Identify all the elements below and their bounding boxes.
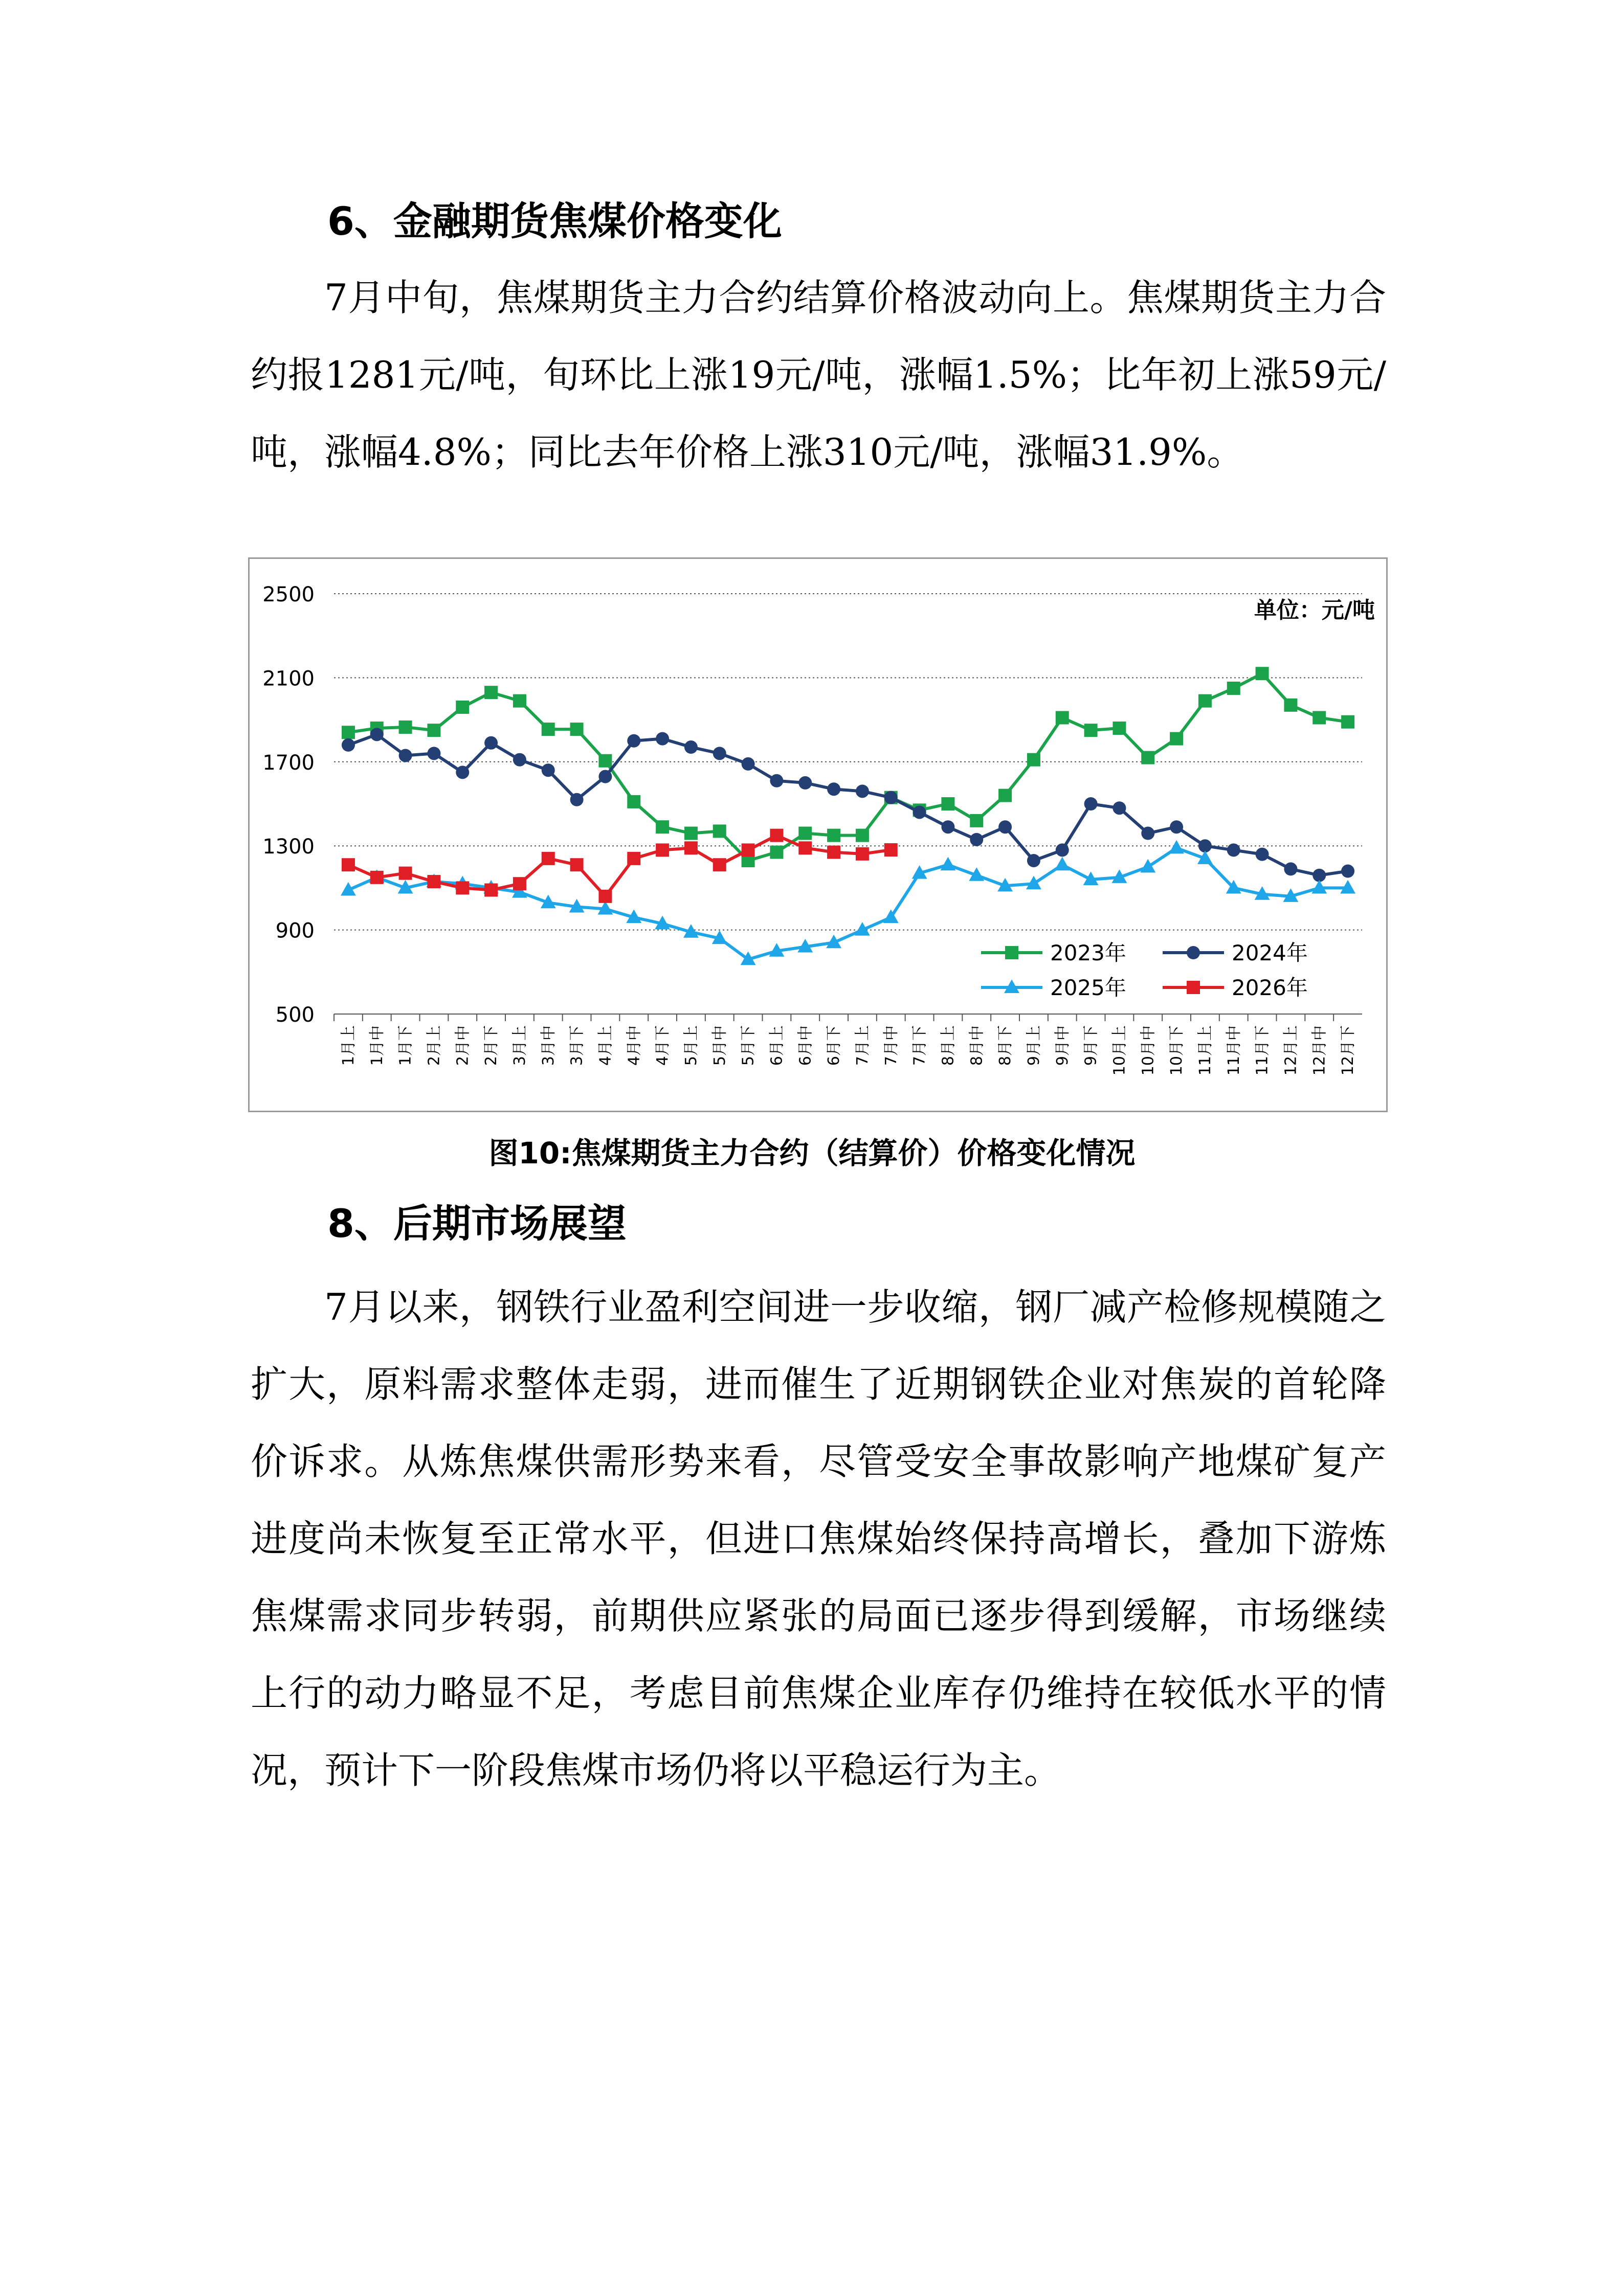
x-tick-label: 2月上	[425, 1025, 443, 1066]
legend-label: 2026年	[1232, 975, 1308, 1000]
data-point	[598, 770, 612, 783]
x-tick-label: 6月上	[768, 1025, 786, 1066]
x-tick-label: 10月下	[1168, 1025, 1186, 1076]
series-2025年	[341, 840, 1355, 965]
data-point	[427, 875, 440, 888]
data-point	[570, 723, 584, 736]
section-8-paragraph: 7月以来，钢铁行业盈利空间进一步收缩，钢厂减产检修规模随之扩大，原料需求整体走弱，进而催生了近期钢铁企业对焦炭的首轮降价诉求。从炼焦煤供需形势来看，尽管受安全事故影响产地煤矿复产进度尚未恢复至正常水平，但进口焦煤始终保持高增长，叠加下游炼焦煤需求同步转弱，前期供应紧张的局面已逐步得到缓解，市场继续上行的动力略显不足，考虑目前焦煤企业库存仍维持在较低水平的情况，预计下一阶段焦煤市场仍将以平稳运行为主。	[251, 1286, 1386, 1792]
data-point	[684, 740, 698, 754]
data-point	[827, 846, 840, 859]
data-point	[456, 766, 469, 779]
data-point	[1140, 859, 1155, 873]
x-tick-label: 5月上	[682, 1025, 700, 1066]
x-tick-label: 4月中	[625, 1025, 643, 1066]
x-tick-label: 12月下	[1339, 1025, 1358, 1076]
figure-caption: 图10:焦煤期货主力合约（结算价）价格变化情况	[488, 1136, 1136, 1170]
data-point	[513, 877, 526, 890]
data-point	[1084, 724, 1098, 737]
data-point	[542, 763, 555, 777]
y-tick-label: 2500	[262, 583, 315, 606]
data-point	[798, 827, 812, 840]
data-point	[713, 824, 726, 838]
section-6-heading: 6、金融期货焦煤价格变化	[327, 198, 782, 244]
y-tick-label: 1700	[262, 751, 315, 775]
x-tick-label: 1月上	[339, 1025, 358, 1066]
x-tick-label: 6月中	[796, 1025, 815, 1066]
data-point	[1169, 840, 1184, 854]
data-point	[1027, 753, 1040, 767]
data-point	[1056, 711, 1069, 724]
data-point	[940, 857, 955, 871]
x-tick-label: 6月下	[825, 1025, 843, 1066]
data-point	[941, 820, 954, 834]
chart-series	[341, 667, 1355, 965]
x-tick-label: 2月中	[454, 1025, 472, 1066]
data-point	[1187, 981, 1200, 994]
data-point	[656, 843, 669, 857]
legend-item	[981, 975, 1126, 1000]
data-point	[342, 738, 355, 752]
x-tick-label: 5月中	[710, 1025, 729, 1066]
data-point	[1141, 751, 1154, 764]
data-point	[884, 843, 898, 857]
data-point	[684, 827, 698, 840]
x-tick-label: 9月下	[1082, 1025, 1100, 1066]
data-point	[542, 723, 555, 736]
x-axis-ticks	[334, 1014, 1357, 1075]
data-point	[856, 784, 869, 798]
legend-label: 2024年	[1232, 940, 1308, 965]
data-point	[484, 686, 498, 699]
data-point	[1227, 843, 1240, 857]
data-point	[570, 793, 584, 806]
x-tick-label: 12月上	[1282, 1025, 1300, 1076]
data-point	[770, 774, 783, 787]
data-point	[1084, 797, 1098, 811]
data-point	[1284, 699, 1297, 712]
section-8-heading: 8、后期市场展望	[327, 1201, 627, 1246]
data-point	[656, 732, 669, 746]
x-tick-label: 7月中	[882, 1025, 900, 1066]
data-point	[627, 852, 640, 865]
data-point	[998, 820, 1012, 834]
data-point	[1284, 862, 1297, 875]
data-point	[627, 734, 640, 748]
series-line	[348, 848, 1348, 959]
section-6-paragraph: 7月中旬，焦煤期货主力合约结算价格波动向上。焦煤期货主力合约报1281元/吨，旬环比上涨19元/吨，涨幅1.5%；比年初上涨59元/吨，涨幅4.8%；同比去年价格上涨310元/吨，涨幅31.9%。	[251, 276, 1386, 474]
y-tick-label: 1300	[262, 835, 315, 859]
data-point	[598, 890, 612, 903]
data-point	[513, 753, 526, 767]
data-point	[970, 833, 983, 846]
data-point	[456, 881, 469, 894]
data-point	[884, 791, 898, 804]
series-2023年	[342, 667, 1354, 867]
x-tick-label: 10月上	[1110, 1025, 1129, 1076]
data-point	[399, 867, 412, 880]
data-point	[684, 841, 698, 854]
data-point	[941, 797, 954, 811]
data-point	[342, 858, 355, 871]
x-tick-label: 1月中	[368, 1025, 386, 1066]
data-point	[1141, 827, 1154, 840]
data-point	[1256, 667, 1269, 680]
data-point	[399, 721, 412, 734]
y-tick-label: 2100	[262, 667, 315, 691]
x-tick-label: 1月下	[396, 1025, 415, 1066]
x-tick-label: 7月上	[853, 1025, 872, 1066]
data-point	[342, 726, 355, 739]
data-point	[742, 757, 755, 771]
data-point	[1113, 801, 1126, 815]
data-point	[456, 701, 469, 714]
data-point	[1055, 857, 1070, 871]
data-point	[427, 724, 440, 737]
data-point	[827, 782, 840, 796]
legend-label: 2025年	[1050, 975, 1126, 1000]
x-tick-label: 11月中	[1225, 1025, 1243, 1076]
data-point	[1026, 876, 1041, 890]
unit-label: 单位：元/吨	[1254, 597, 1375, 623]
data-point	[656, 820, 669, 834]
data-point	[713, 747, 726, 760]
data-point	[1227, 682, 1240, 695]
data-point	[770, 846, 783, 859]
price-chart-svg	[250, 559, 1386, 1111]
x-tick-label: 8月上	[939, 1025, 958, 1066]
data-point	[742, 843, 755, 857]
data-point	[1056, 843, 1069, 857]
x-tick-label: 8月中	[968, 1025, 986, 1066]
data-point	[1027, 854, 1040, 867]
data-point	[1113, 722, 1126, 735]
series-2026年	[342, 829, 898, 903]
y-tick-label: 900	[275, 919, 315, 943]
data-point	[484, 736, 498, 750]
data-point	[1005, 946, 1018, 959]
x-tick-label: 4月下	[654, 1025, 672, 1066]
data-point	[827, 829, 840, 842]
data-point	[399, 749, 412, 762]
series-line	[348, 673, 1348, 861]
x-tick-label: 12月中	[1310, 1025, 1329, 1076]
chart-legend	[981, 940, 1308, 1000]
x-tick-label: 8月下	[996, 1025, 1015, 1066]
data-point	[570, 858, 584, 871]
data-point	[427, 747, 440, 760]
data-point	[770, 829, 783, 842]
legend-label: 2023年	[1050, 940, 1126, 965]
price-chart	[248, 557, 1388, 1112]
data-point	[370, 728, 384, 741]
x-tick-label: 3月中	[539, 1025, 558, 1066]
data-point	[513, 694, 526, 708]
data-point	[798, 841, 812, 854]
x-tick-label: 5月下	[739, 1025, 758, 1066]
chart-gridlines	[334, 594, 1362, 1014]
data-point	[627, 795, 640, 808]
data-point	[713, 858, 726, 871]
data-point	[542, 852, 555, 865]
data-point	[970, 814, 983, 827]
data-point	[856, 829, 869, 842]
data-point	[370, 871, 384, 884]
x-tick-label: 11月上	[1196, 1025, 1214, 1076]
x-tick-label: 7月下	[910, 1025, 929, 1066]
data-point	[484, 884, 498, 897]
x-tick-label: 10月中	[1139, 1025, 1158, 1076]
x-tick-label: 4月上	[596, 1025, 615, 1066]
legend-item	[1163, 940, 1308, 965]
x-tick-label: 2月下	[482, 1025, 501, 1066]
data-point	[1170, 820, 1183, 834]
data-point	[1170, 732, 1183, 746]
x-tick-label: 9月中	[1053, 1025, 1072, 1066]
data-point	[913, 805, 926, 819]
data-point	[1256, 848, 1269, 861]
x-tick-label: 9月上	[1025, 1025, 1043, 1066]
legend-item	[1163, 975, 1308, 1000]
data-point	[598, 754, 612, 768]
data-point	[1312, 711, 1326, 724]
data-point	[998, 789, 1012, 802]
y-axis-ticks	[262, 583, 315, 1027]
data-point	[1341, 715, 1354, 729]
y-tick-label: 500	[275, 1003, 315, 1027]
data-point	[856, 847, 869, 861]
data-point	[1341, 865, 1354, 878]
x-tick-label: 3月上	[510, 1025, 529, 1066]
data-point	[1198, 694, 1212, 708]
x-tick-label: 11月下	[1253, 1025, 1272, 1076]
x-tick-label: 3月下	[568, 1025, 586, 1066]
data-point	[798, 776, 812, 790]
legend-item	[981, 940, 1126, 965]
data-point	[1187, 946, 1200, 959]
